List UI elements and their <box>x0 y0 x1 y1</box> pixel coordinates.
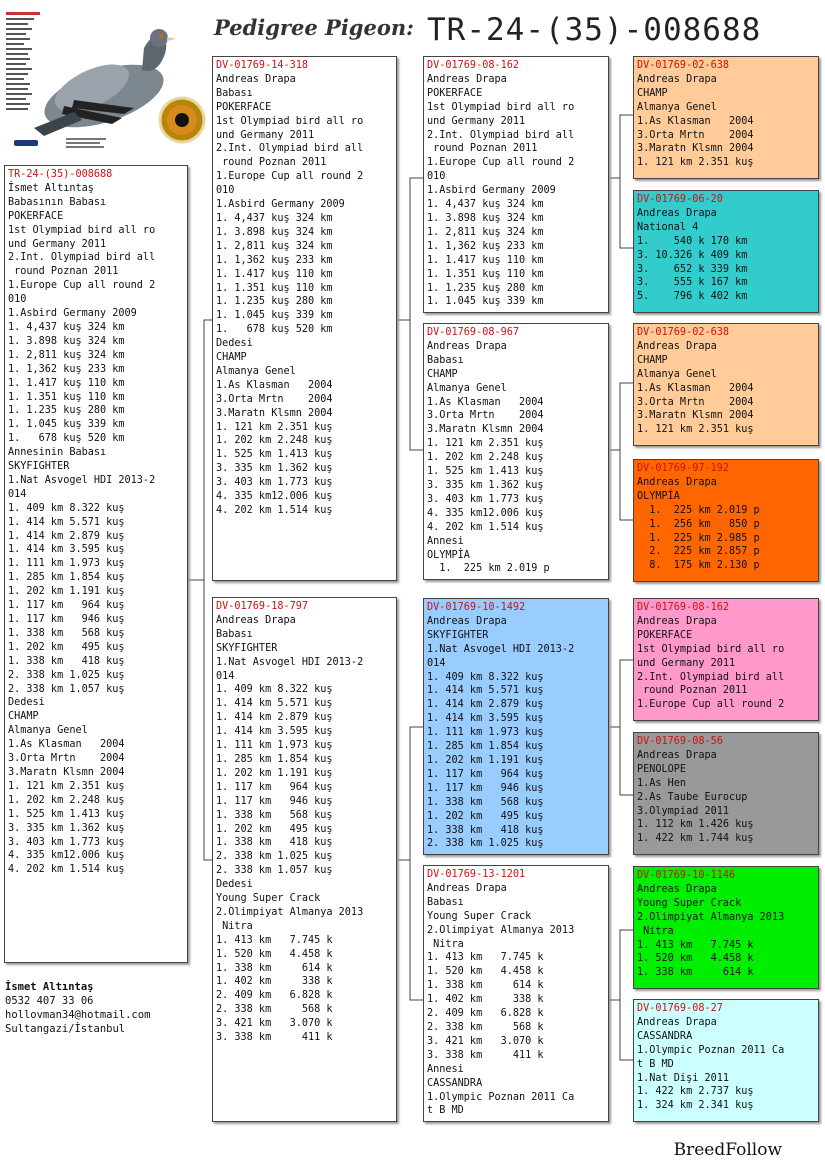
pedigree-line: 1. 414 km 3.595 kuş <box>8 544 125 556</box>
pedigree-line: 2. 338 km 568 k <box>427 1021 544 1033</box>
ring-id: DV-01769-13-1201 <box>427 869 526 880</box>
pedigree-line: 1. 2,811 kuş 324 km <box>8 349 125 361</box>
pedigree-line: 1. 1.045 kuş 339 km <box>8 419 125 431</box>
pedigree-line: CHAMP <box>216 352 247 364</box>
pedigree-line: 5. 796 k 402 km <box>637 291 748 303</box>
pedigree-line: 1. 117 km 946 kuş <box>427 782 544 794</box>
pedigree-line: 1. 678 kuş 520 km <box>216 324 333 336</box>
dam-dam-sire-card <box>633 866 819 989</box>
pedigree-line: SKYFIGHTER <box>8 461 70 473</box>
pedigree-line: 1. 1.417 kuş 110 km <box>427 254 544 266</box>
pedigree-line: 1. 256 km 850 p <box>637 518 760 530</box>
pedigree-line: 4. 335 km12.006 kuş <box>8 850 125 862</box>
pedigree-line: Young Super Crack <box>427 910 532 922</box>
pedigree-line: Almanya Genel <box>8 725 88 737</box>
pedigree-line: Nitra <box>637 925 674 937</box>
subject-pigeon-card <box>4 165 188 963</box>
pedigree-line: 1.As Klasman 2004 <box>637 382 754 394</box>
pedigree-line: 1. 1.351 kuş 110 km <box>8 391 125 403</box>
pedigree-line: 1. 2,811 kuş 324 km <box>216 240 333 252</box>
pedigree-line: Andreas Drapa <box>427 340 507 352</box>
pedigree-line: İsmet Altıntaş <box>8 182 94 194</box>
pedigree-line: 1. 338 km 614 k <box>637 967 754 979</box>
pedigree-line: 1. 422 km 1.744 kuş <box>637 833 754 845</box>
pedigree-line: 1. 520 km 4.458 k <box>427 966 544 978</box>
pedigree-line: 1. 4,437 kuş 324 km <box>427 199 544 211</box>
pedigree-line: 1.As Klasman 2004 <box>427 396 544 408</box>
pedigree-line: 1. 121 km 2.351 kuş <box>8 780 125 792</box>
pedigree-line: 1.Europe Cup all round 2 <box>216 171 364 183</box>
pedigree-line: National 4 <box>637 221 699 233</box>
pedigree-line: 2. 338 km 1.025 kuş <box>216 851 333 863</box>
sire-sire-card <box>423 56 609 313</box>
pedigree-line: 1. 338 km 568 kuş <box>427 796 544 808</box>
pedigree-line: 2. 338 km 568 k <box>216 1004 333 1016</box>
pedigree-line: 4. 202 km 1.514 kuş <box>216 505 333 516</box>
pedigree-line: 1. 112 km 1.426 kuş <box>637 819 754 831</box>
ring-id: DV-01769-02-638 <box>637 60 730 71</box>
pedigree-line: 3. 421 km 3.070 k <box>427 1035 544 1047</box>
sire-dam-dam-card <box>633 459 819 582</box>
pedigree-line: 1. 414 km 5.571 kuş <box>216 698 333 710</box>
pedigree-line: 2.Olimpiyat Almanya 2013 <box>427 924 575 936</box>
pedigree-line: Young Super Crack <box>637 897 742 909</box>
pedigree-line: 3.Maratn Klsmn 2004 <box>8 766 125 778</box>
pedigree-line: 1.Europe Cup all round 2 <box>637 699 785 711</box>
pedigree-line: 3. 10.326 k 409 km <box>637 249 748 261</box>
pedigree-line: CHAMP <box>637 354 668 366</box>
pedigree-line: 1. 409 km 8.322 kuş <box>427 671 544 683</box>
pedigree-line: t B MD <box>637 1058 674 1070</box>
pedigree-line: 1. 338 km 418 kuş <box>8 655 125 667</box>
pedigree-line: 3. 335 km 1.362 kuş <box>216 463 333 475</box>
pedigree-line: 1. 540 k 170 km <box>637 235 748 247</box>
pedigree-line: 1. 520 km 4.458 k <box>637 953 754 965</box>
pedigree-line: Babası <box>427 896 464 908</box>
pedigree-line: 1. 4,437 kuş 324 km <box>216 212 333 224</box>
ring-id: TR-24-(35)-008688 <box>8 169 113 180</box>
ring-id: DV-01769-08-56 <box>637 736 723 747</box>
pedigree-line: 1. 225 km 2.019 p <box>637 504 760 516</box>
pedigree-line: 1.Nat Asvogel HDI 2013-2 <box>427 643 575 655</box>
dam-card <box>212 597 397 1122</box>
pedigree-line: POKERFACE <box>637 629 693 641</box>
pedigree-line: 1.Asbird Germany 2009 <box>8 308 137 320</box>
pedigree-line: 1. 525 km 1.413 kuş <box>8 808 125 820</box>
pedigree-line: SKYFIGHTER <box>427 629 489 641</box>
pedigree-line: Dedesi <box>216 338 253 350</box>
pedigree-line: 1.Europe Cup all round 2 <box>427 157 575 169</box>
owner-contact <box>5 980 150 1036</box>
pedigree-line: 1. 413 km 7.745 k <box>427 952 544 964</box>
pedigree-line: t B MD <box>427 1105 464 1117</box>
pedigree-line: 1. 202 km 1.191 kuş <box>216 767 333 779</box>
pedigree-line: 1. 117 km 964 kuş <box>427 768 544 780</box>
pedigree-line: Andreas Drapa <box>637 73 717 85</box>
pedigree-line: 3. 403 km 1.773 kuş <box>8 836 125 848</box>
pedigree-line: 3.Orta Mrtn 2004 <box>8 753 125 765</box>
sire-dam-sire-card <box>633 323 819 446</box>
pedigree-line: Andreas Drapa <box>216 73 296 85</box>
pedigree-line: 1. 414 km 3.595 kuş <box>427 713 544 725</box>
pedigree-line: 2. 338 km 1.057 kuş <box>216 865 333 877</box>
ring-id: DV-01769-18-797 <box>216 601 309 612</box>
ring-number-title: TR-24-(35)-008688 <box>427 12 762 48</box>
ring-id: DV-01769-08-162 <box>637 602 730 613</box>
pedigree-line: 3.Orta Mrtn 2004 <box>637 129 754 141</box>
pedigree-line: Nitra <box>427 938 464 950</box>
pedigree-line: 3. 335 km 1.362 kuş <box>427 479 544 491</box>
pedigree-line: 1. 338 km 418 kuş <box>216 837 333 849</box>
pedigree-line: 1. 3.898 kuş 324 km <box>427 212 544 224</box>
pedigree-line: Andreas Drapa <box>637 1016 717 1028</box>
sire-sire-dam-card <box>633 190 819 313</box>
pedigree-line: 1. 1.351 kuş 110 km <box>216 282 333 294</box>
pedigree-line: 1. 225 km 2.019 p <box>427 563 550 575</box>
pedigree-line: 3. 555 k 167 km <box>637 277 748 289</box>
pedigree-line: 1. 1.351 kuş 110 km <box>427 268 544 280</box>
pedigree-line: 1. 202 km 1.191 kuş <box>427 754 544 766</box>
pedigree-line: 1.Olympic Poznan 2011 Ca <box>637 1044 785 1056</box>
pedigree-line: 1.Nat Asvogel HDI 2013-2 <box>8 474 156 486</box>
pedigree-line: 2. 338 km 1.025 kuş <box>427 838 544 850</box>
ring-id: DV-01769-97-192 <box>637 463 730 474</box>
pedigree-line: SKYFIGHTER <box>216 642 278 654</box>
ring-id: DV-01769-14-318 <box>216 60 309 71</box>
pedigree-line: round Poznan 2011 <box>8 266 119 278</box>
ring-id: DV-01769-10-1492 <box>427 602 526 613</box>
pedigree-line: 1. 1.417 kuş 110 km <box>216 268 333 280</box>
pedigree-line: 3.Maratn Klsmn 2004 <box>637 143 754 155</box>
dam-dam-dam-card <box>633 999 819 1122</box>
pedigree-line: 3.Maratn Klsmn 2004 <box>637 410 754 422</box>
pedigree-line: Nitra <box>216 920 253 932</box>
pedigree-line: Annesinin Babası <box>8 447 107 459</box>
dam-sire-dam-card <box>633 732 819 855</box>
pedigree-line: 1. 414 km 3.595 kuş <box>216 726 333 738</box>
pedigree-line: 3. 403 km 1.773 kuş <box>427 493 544 505</box>
pedigree-line: 1.Asbird Germany 2009 <box>216 199 345 211</box>
pedigree-line: und Germany 2011 <box>8 238 107 250</box>
pedigree-line: 2.Int. Olympiad bird all <box>216 143 364 155</box>
pedigree-line: 1. 413 km 7.745 k <box>216 934 333 946</box>
owner-city: Sultangazi/İstanbul <box>5 1023 126 1035</box>
pedigree-line: 1. 414 km 2.879 kuş <box>8 530 125 542</box>
pedigree-line: 1. 202 km 2.248 kuş <box>427 452 544 464</box>
pedigree-line: 010 <box>8 294 27 306</box>
pedigree-line: 1. 1,362 kuş 233 km <box>8 363 125 375</box>
pedigree-line: 2.Olimpiyat Almanya 2013 <box>216 906 364 918</box>
pedigree-line: 2. 338 km 1.025 kuş <box>8 669 125 681</box>
ring-id: DV-01769-02-638 <box>637 327 730 338</box>
pedigree-line: 1. 414 km 5.571 kuş <box>8 516 125 528</box>
pedigree-line: 1.Nat Dişi 2011 <box>637 1072 730 1084</box>
pedigree-line: 2.As Taube Eurocup <box>637 791 748 803</box>
pedigree-line: 2. 225 km 2.857 p <box>637 546 760 558</box>
pedigree-line: POKERFACE <box>427 87 483 99</box>
pedigree-line: 1.As Hen <box>637 777 687 789</box>
owner-phone: 0532 407 33 06 <box>5 995 94 1007</box>
dam-sire-card <box>423 598 609 855</box>
owner-name: İsmet Altıntaş <box>5 981 94 993</box>
pedigree-line: 1st Olympiad bird all ro <box>427 101 575 113</box>
pedigree-line: 1. 117 km 964 kuş <box>8 600 125 612</box>
pedigree-line: 1. 2,811 kuş 324 km <box>427 226 544 238</box>
pedigree-line: 1. 414 km 5.571 kuş <box>427 685 544 697</box>
pedigree-line: 3.Orta Mrtn 2004 <box>216 393 333 405</box>
pedigree-line: PENOLOPE <box>637 763 687 775</box>
pedigree-line: Andreas Drapa <box>427 882 507 894</box>
pedigree-line: 1. 422 km 2.737 kuş <box>637 1086 754 1098</box>
pedigree-line: Dedesi <box>8 697 45 709</box>
pedigree-line: 1. 520 km 4.458 k <box>216 948 333 960</box>
pedigree-line: 3. 335 km 1.362 kuş <box>8 822 125 834</box>
pedigree-line: CASSANDRA <box>637 1030 693 1042</box>
pedigree-line: 1.Olympic Poznan 2011 Ca <box>427 1091 575 1103</box>
pedigree-line: 010 <box>216 185 235 197</box>
pedigree-line: 010 <box>427 171 446 183</box>
pedigree-line: 1. 3.898 kuş 324 km <box>216 226 333 238</box>
pedigree-line: 1st Olympiad bird all ro <box>216 115 364 127</box>
pedigree-line: 1. 402 km 338 k <box>216 976 333 988</box>
pedigree-line: 1. 111 km 1.973 kuş <box>216 740 333 752</box>
pedigree-line: Andreas Drapa <box>637 883 717 895</box>
brand-logo-text: BreedFollow <box>673 1140 782 1160</box>
pedigree-line: 1. 678 kuş 520 km <box>8 433 125 445</box>
pedigree-line: 1. 324 km 2.341 kuş <box>637 1100 754 1112</box>
pedigree-line: 3.Orta Mrtn 2004 <box>637 396 754 408</box>
pedigree-line: 1. 1.045 kuş 339 km <box>216 310 333 322</box>
pedigree-line: 1. 1.235 kuş 280 km <box>216 296 333 308</box>
pedigree-line: Andreas Drapa <box>637 476 717 488</box>
pedigree-line: 2.Olimpiyat Almanya 2013 <box>637 911 785 923</box>
pedigree-line: Andreas Drapa <box>427 73 507 85</box>
pedigree-line: 1.As Klasman 2004 <box>8 739 125 751</box>
pedigree-line: Babası <box>216 87 253 99</box>
pedigree-line: 1. 1.045 kuş 339 km <box>427 296 544 308</box>
page-title-label: Pedigree Pigeon: <box>214 15 414 40</box>
pedigree-line: 1. 121 km 2.351 kuş <box>427 438 544 450</box>
pedigree-line: 1. 414 km 2.879 kuş <box>427 699 544 711</box>
pedigree-line: Almanya Genel <box>427 382 507 394</box>
pedigree-line: Andreas Drapa <box>216 614 296 626</box>
pedigree-line: 4. 202 km 1.514 kuş <box>427 521 544 533</box>
pedigree-line: 1. 1.235 kuş 280 km <box>8 405 125 417</box>
pedigree-line: 3.Maratn Klsmn 2004 <box>216 407 333 419</box>
owner-email[interactable]: hollovman34@hotmail.com <box>5 1009 151 1021</box>
pedigree-line: Almanya Genel <box>637 368 717 380</box>
ring-id: DV-01769-10-1146 <box>637 870 736 881</box>
pedigree-line: 3. 338 km 411 k <box>427 1049 544 1061</box>
pedigree-line: 1. 525 km 1.413 kuş <box>427 466 544 478</box>
pedigree-line: 1st Olympiad bird all ro <box>637 643 785 655</box>
pedigree-line: POKERFACE <box>8 210 64 222</box>
ring-id: DV-01769-08-967 <box>427 327 520 338</box>
pedigree-line: 1. 1,362 kuş 233 km <box>427 240 544 252</box>
pedigree-line: 1. 285 km 1.854 kuş <box>427 741 544 753</box>
pedigree-line: 1. 117 km 946 kuş <box>8 614 125 625</box>
pedigree-line: 3. 421 km 3.070 k <box>216 1018 333 1030</box>
ring-id: DV-01769-08-27 <box>637 1003 723 1014</box>
pedigree-line: 1. 202 km 2.248 kuş <box>216 435 333 447</box>
pedigree-line: Andreas Drapa <box>637 615 717 627</box>
pedigree-line: 1. 121 km 2.351 kuş <box>637 157 754 169</box>
pedigree-line: OLYMPİA <box>427 549 470 561</box>
sire-card <box>212 56 397 581</box>
pedigree-line: 1.Nat Asvogel HDI 2013-2 <box>216 656 364 668</box>
pedigree-line: 014 <box>427 657 446 669</box>
pedigree-line: 1st Olympiad bird all ro <box>8 224 156 236</box>
pedigree-line: 1. 202 km 495 kuş <box>216 823 333 835</box>
pedigree-line: 1. 117 km 964 kuş <box>216 781 333 793</box>
pedigree-line: 1. 409 km 8.322 kuş <box>8 502 125 514</box>
pedigree-line: Annesi <box>427 1063 464 1075</box>
pedigree-line: 1. 1.235 kuş 280 km <box>427 282 544 294</box>
pedigree-line: 2. 338 km 1.057 kuş <box>8 683 125 695</box>
pedigree-line: Babasının Babası <box>8 196 107 208</box>
pedigree-line: 1. 338 km 568 kuş <box>8 627 125 639</box>
pedigree-line: 1. 202 km 495 kuş <box>427 810 544 822</box>
pedigree-line: 1. 414 km 2.879 kuş <box>216 712 333 724</box>
pedigree-line: Almanya Genel <box>216 365 296 377</box>
pedigree-line: Annesi <box>427 535 464 547</box>
pedigree-line: CHAMP <box>637 87 668 99</box>
pedigree-line: 4. 202 km 1.514 kuş <box>8 864 125 876</box>
pedigree-line: Andreas Drapa <box>637 207 717 219</box>
sire-sire-sire-card <box>633 56 819 179</box>
pedigree-line: 1.As Klasman 2004 <box>637 115 754 127</box>
pedigree-line: 2. 409 km 6.828 k <box>216 990 333 1002</box>
pedigree-line: OLYMPİA <box>637 490 680 502</box>
pedigree-line: 1. 409 km 8.322 kuş <box>216 684 333 696</box>
pedigree-line: 014 <box>8 488 27 500</box>
pedigree-line: 1. 225 km 2.985 p <box>637 532 760 544</box>
pedigree-line: und Germany 2011 <box>216 129 315 141</box>
pedigree-line: 1. 121 km 2.351 kuş <box>216 421 333 433</box>
pedigree-line: Andreas Drapa <box>637 749 717 761</box>
pedigree-line: 1. 338 km 614 k <box>427 980 544 992</box>
pedigree-line: 1. 285 km 1.854 kuş <box>216 753 333 765</box>
pedigree-line: 1. 3.898 kuş 324 km <box>8 335 125 347</box>
pedigree-line: 1.As Klasman 2004 <box>216 379 333 391</box>
sire-dam-card <box>423 323 609 580</box>
pedigree-line: round Poznan 2011 <box>637 685 748 697</box>
pedigree-line: 1. 1.417 kuş 110 km <box>8 377 125 389</box>
pedigree-line: 1. 338 km 614 k <box>216 962 333 974</box>
pedigree-line: round Poznan 2011 <box>216 157 327 169</box>
pedigree-line: 1. 111 km 1.973 kuş <box>427 727 544 739</box>
pedigree-line: 1. 285 km 1.854 kuş <box>8 572 125 584</box>
ring-id: DV-01769-06-20 <box>637 194 723 205</box>
dam-sire-sire-card <box>633 598 819 721</box>
pedigree-line: Andreas Drapa <box>427 615 507 627</box>
pedigree-line: 1. 111 km 1.973 kuş <box>8 558 125 570</box>
pedigree-line: 1. 402 km 338 k <box>427 994 544 1006</box>
pedigree-line: 1.Asbird Germany 2009 <box>427 185 556 197</box>
pedigree-line: POKERFACE <box>216 101 272 113</box>
pedigree-line: 1.Europe Cup all round 2 <box>8 280 156 292</box>
pedigree-line: CASSANDRA <box>427 1077 483 1089</box>
pedigree-line: CHAMP <box>8 711 39 723</box>
pedigree-line: 1. 202 km 495 kuş <box>8 641 125 653</box>
pedigree-line: Almanya Genel <box>637 101 717 113</box>
pedigree-line: 2.Int. Olympiad bird all <box>637 671 785 683</box>
ring-id: DV-01769-08-162 <box>427 60 520 71</box>
pedigree-line: 1. 413 km 7.745 k <box>637 939 754 951</box>
dam-dam-card <box>423 865 609 1122</box>
pedigree-line: Babası <box>427 354 464 366</box>
pedigree-line: 4. 335 km12.006 kuş <box>427 507 544 519</box>
pedigree-line: 3.Olympiad 2011 <box>637 805 730 817</box>
pedigree-line: 8. 175 km 2.130 p <box>637 560 760 572</box>
pedigree-line: Babası <box>216 628 253 640</box>
pedigree-line: und Germany 2011 <box>637 657 736 669</box>
pedigree-line: 3. 652 k 339 km <box>637 263 748 275</box>
pedigree-line: und Germany 2011 <box>427 115 526 127</box>
pedigree-line: 1. 121 km 2.351 kuş <box>637 424 754 436</box>
pedigree-line: 4. 335 km12.006 kuş <box>216 491 333 503</box>
pedigree-line: 2.Int. Olympiad bird all <box>427 129 575 141</box>
pedigree-line: 2. 409 km 6.828 k <box>427 1008 544 1020</box>
pedigree-line: 1. 202 km 2.248 kuş <box>8 794 125 806</box>
pedigree-line: 1. 117 km 946 kuş <box>216 795 333 807</box>
pedigree-line: Andreas Drapa <box>637 340 717 352</box>
pedigree-line: 014 <box>216 670 235 682</box>
pedigree-line: 1. 4,437 kuş 324 km <box>8 321 125 333</box>
pedigree-line: 1. 525 km 1.413 kuş <box>216 449 333 461</box>
pedigree-line: 3.Orta Mrtn 2004 <box>427 410 544 422</box>
pedigree-line: 3.Maratn Klsmn 2004 <box>427 424 544 436</box>
pedigree-line: 1. 1,362 kuş 233 km <box>216 254 333 266</box>
pedigree-line: 1. 338 km 418 kuş <box>427 824 544 836</box>
pedigree-line: 1. 202 km 1.191 kuş <box>8 586 125 598</box>
pedigree-line: CHAMP <box>427 368 458 380</box>
pedigree-line: 1. 338 km 568 kuş <box>216 809 333 821</box>
pedigree-line: Dedesi <box>216 879 253 891</box>
pedigree-line: round Poznan 2011 <box>427 143 538 155</box>
pedigree-line: 3. 403 km 1.773 kuş <box>216 477 333 489</box>
pedigree-line: Young Super Crack <box>216 893 321 905</box>
pedigree-line: 3. 338 km 411 k <box>216 1032 333 1044</box>
pedigree-line: 2.Int. Olympiad bird all <box>8 252 156 264</box>
